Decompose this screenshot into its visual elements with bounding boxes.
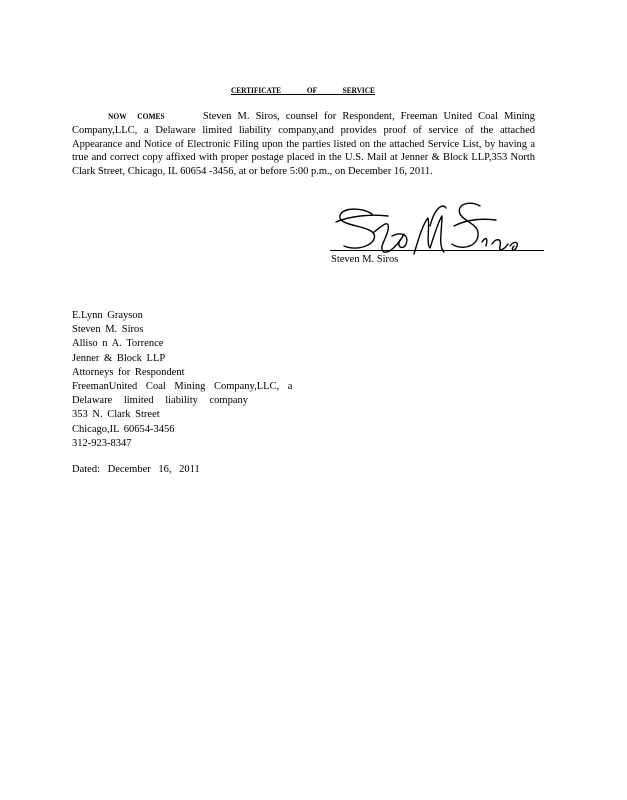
address-line: Delaware limited liability company bbox=[72, 395, 248, 407]
address-line: Alliso n A. Torrence bbox=[72, 338, 164, 350]
address-line: Attorneys for Respondent bbox=[72, 366, 185, 378]
certificate-body-text: Steven M. Siros, counsel for Respondent, Freeman United Coal Mining Company,LLC, a Delaware limited liability company,and provides proof of service of the attached Appearance and Notice of Electronic Filing upon the parties listed on the attached Service List, by having a true and correct copy affixed with proper postage placed in the U.S. Mail at Jenner & Block LLP,353 North Clark Street, Chicago, IL 60654 -3456, at or before 5:00 p.m., on December 16, 2011. bbox=[72, 111, 536, 178]
address-line: Jenner & Block LLP bbox=[72, 352, 166, 364]
document-title: CERTIFICATE OF SERVICE bbox=[231, 85, 375, 95]
address-block bbox=[72, 309, 312, 451]
address-line: Steven M. Siros bbox=[72, 324, 144, 336]
address-line: 312-923-8347 bbox=[72, 437, 132, 449]
address-line: Chicago,IL 60654-3456 bbox=[72, 423, 175, 435]
now-comes-label: NOW COMES bbox=[108, 111, 165, 121]
address-line: FreemanUnited Coal Mining Company,LLC, a bbox=[72, 381, 293, 393]
address-line: E.Lynn Grayson bbox=[72, 310, 143, 321]
address-line: 353 N. Clark Street bbox=[72, 409, 160, 421]
certificate-body bbox=[72, 110, 535, 179]
signature-line bbox=[330, 250, 544, 251]
signer-name: Steven M. Siros bbox=[331, 254, 399, 265]
dated-line: Dated: December 16, 2011 bbox=[72, 464, 200, 475]
